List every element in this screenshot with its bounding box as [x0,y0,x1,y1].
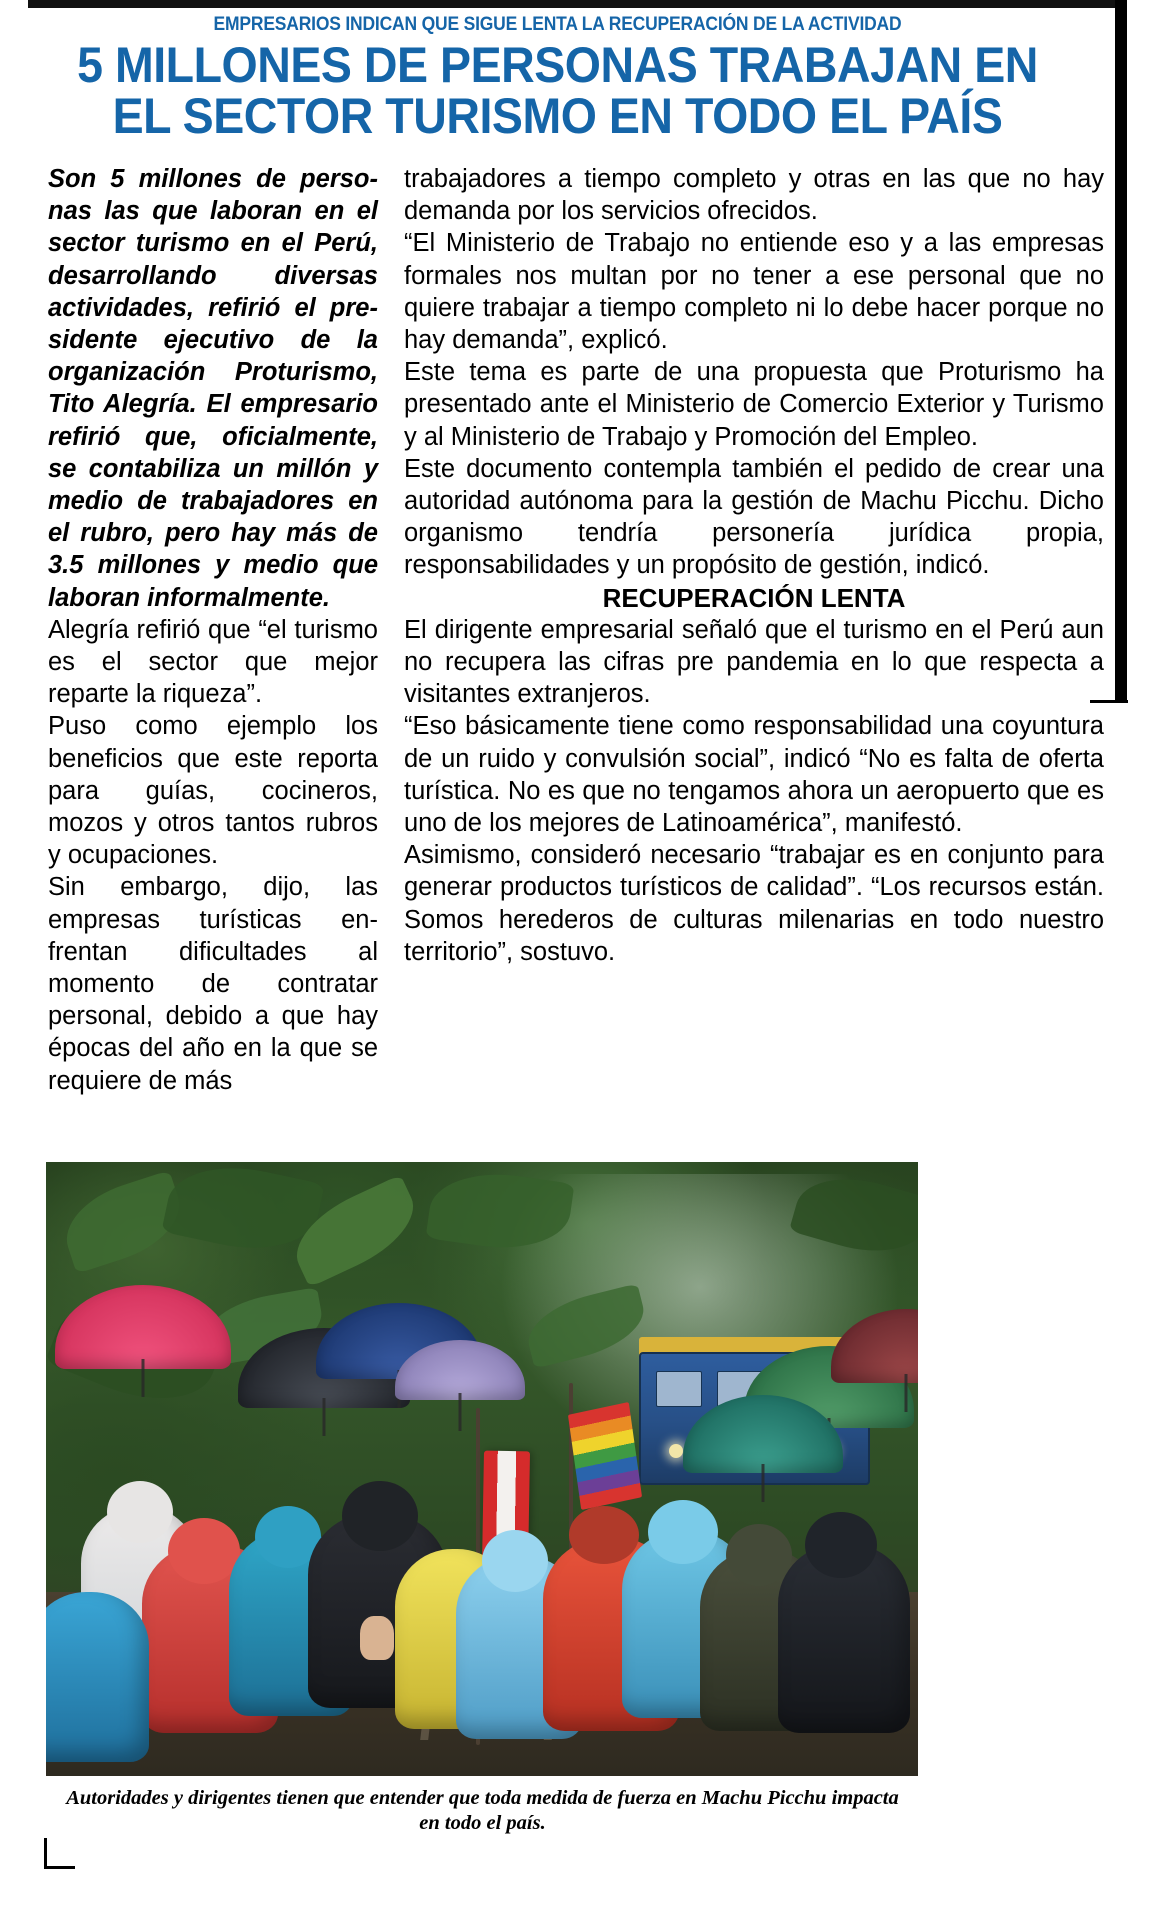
crop-corner-mark [44,1838,75,1869]
protester-hood [168,1518,240,1584]
page-headline [39,37,1076,144]
right-paragraph: Asimismo, consideró necesario “trabajar es en conjunto para generar productos turísticos de calidad”. “Los recursos están. Somos herederos de culturas milenarias en todo nuestro territorio”, sostuvo. [404,841,1104,966]
protester-poncho [46,1592,149,1762]
right-column [404,163,1104,1097]
section-subheading: RECUPERACIÓN LENTA [602,582,906,613]
raised-hand [360,1616,394,1660]
photo-scene [46,1162,918,1776]
left-paragraph: Puso como ejemplo los beneficios que este reporta para guías, cocineros, mozos y otros tantos rubros y ocupaciones. [48,712,378,870]
rainbow-cusco-flag [567,1402,641,1510]
right-edge-rail [1115,0,1127,700]
right-paragraph: El dirigente empresarial señaló que el turismo en el Perú aun no recupera las cifras pre pandemia en lo que respecta a visitantes extranjeros. [404,615,1104,709]
article-columns [48,163,1115,1097]
left-column [48,163,378,1097]
photo-caption: Autoridades y dirigentes tienen que entender que toda medida de fuerza en Machu Picchu impacta en todo el país. [66,1787,899,1834]
right-paragraph: “Eso básicamente tiene como responsabilidad una coyuntura de un ruido y convulsión social”, indicó “No es falta de oferta turística. No es que no tengamos ahora un aeropuerto que es uno de los mejores de Latinoamérica”, manifestó. [404,712,1104,838]
right-paragraph: trabajadores a tiempo completo y otras en las que no hay demanda por los servicios ofrecidos. [404,165,1104,226]
protester-hood [726,1524,792,1586]
train-window [656,1371,702,1407]
headline-line-1: 5 MILLONES DE PERSONAS TRABAJAN EN [77,37,1038,93]
lead-paragraph: Son 5 millones de personas las que laboran en el sector turismo en el Perú, desarrollando diversas actividades, refirió el presidente ejecutivo de la organización Proturismo, Tito Alegría. El empresario refirió que, oficialmente, se contabiliza un millón y medio de trabajadores en el rubro, pero hay más de 3.5 millones y medio que laboran informalmente. [48,165,378,612]
left-paragraph: Sin embargo, dijo, las empresas turísticas enfrentan dificultades al momento de contratar personal, debido a que hay épocas del año en la que se requiere de más [48,873,378,1095]
protester-hood [107,1481,173,1543]
protester-hood [648,1500,718,1564]
headline-line-2: EL SECTOR TURISMO EN TODO EL PAÍS [112,88,1003,144]
protester-cap [569,1506,639,1564]
left-paragraph: Alegría refirió que “el turismo es el sector que mejor reparte la riqueza”. [48,615,378,709]
protester-hood [482,1530,548,1592]
right-paragraph: “El Ministerio de Trabajo no entiende eso y a las empresas formales nos multan por no tener a ese personal que no quiere trabajar a tiempo completo ni lo debe hacer porque no hay demanda”, explicó. [404,229,1104,355]
article-photo [46,1162,918,1776]
top-black-bar [28,0,1115,8]
right-paragraph: Este documento contempla también el pedido de crear una autoridad autónoma para la gestión de Machu Picchu. Dicho organismo tendría personería jurídica propia, responsabilidades y un propósito de gestión, indicó. [404,454,1104,580]
right-paragraph: Este tema es parte de una propuesta que Proturismo ha presentado ante el Ministerio de Comercio Exterior y Turismo y al Ministerio de Trabajo y Promoción del Empleo. [404,358,1104,451]
protester-hood [805,1512,877,1578]
kicker-line: EMPRESARIOS INDICAN QUE SIGUE LENTA LA RECUPERACIÓN DE LA ACTIVIDAD [213,14,902,35]
